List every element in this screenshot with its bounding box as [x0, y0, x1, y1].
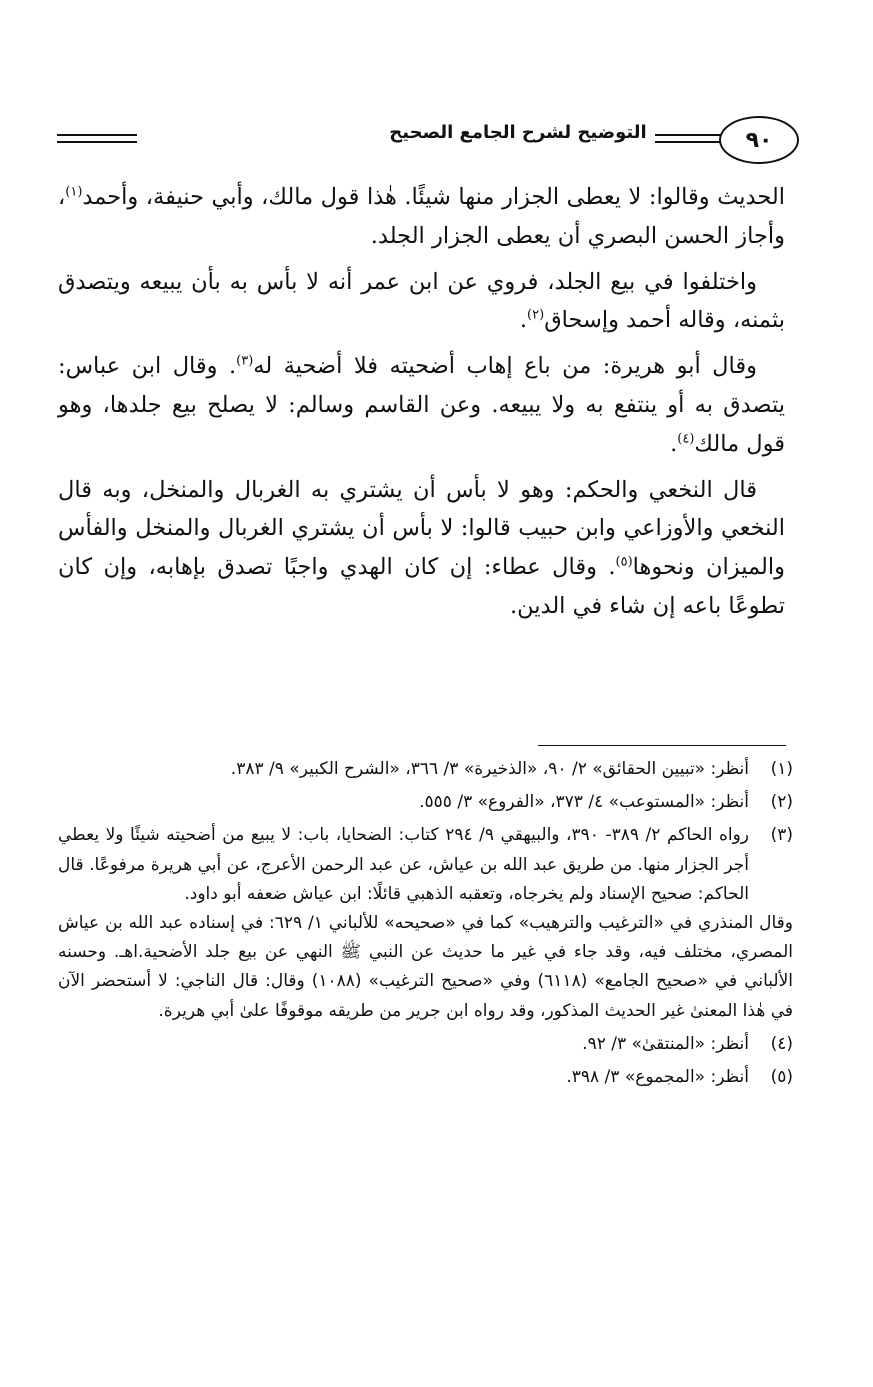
paragraph-text: . وقال ابن عباس: يتصدق به أو ينتفع به ولا يبيعه. وعن القاسم وسالم: لا يصلح بيع جلدها، وهو قول مالك	[58, 353, 785, 457]
footnote-number: (٤)	[770, 1033, 793, 1054]
footnote-number: (١)	[770, 759, 793, 779]
header-rule-left-bottom	[57, 141, 137, 143]
footnote-text: أنظر: «المنتقىٰ» ٣/ ٩٢.	[582, 1033, 749, 1054]
paragraph-text: . وقال عطاء: إن كان الهدي واجبًا تصدق بإهابه، وإن كان تطوعًا باعه إن شاء في الدين.	[58, 554, 785, 619]
footnote-number: (٣)	[770, 825, 793, 846]
footnote-ref: (٣)	[236, 353, 254, 369]
footnote-text-continued: وقال المنذري في «الترغيب والترهيب» كما في «صحيحه» للألباني ١/ ٦٢٩: في إسناده عبد الله بن عياش المصري، مختلف فيه، وقد جاء في غير ما حديث عن النبي ﷺ النهي عن بيع جلد الأضحية.اهـ. وحسنه الألباني في «صحيح الجامع» (٦١١٨) وفي «صحيح الترغيب» (١٠٨٨) وقال: قال الناجي: لا أستحضر الآن في هٰذا المعنىٰ غير الحديث المذكور، وقد رواه ابن جرير من طريقه موقوفًا علىٰ أبي هريرة.	[58, 913, 794, 1021]
footnote-number: (٢)	[770, 792, 793, 813]
footnote	[58, 1063, 793, 1092]
footnote-text: رواه الحاكم ٢/ ٣٨٩- ٣٩٠، والبيهقي ٩/ ٢٩٤ كتاب: الضحايا، باب: لا يبيع من أضحيته شيئًا ولا يعطي أجر الجزار منها. من طريق عبد الله بن عياش، عن عبد الرحمن الأعرج، عن أبي هريرة مرفوعًا. قال الحاكم: صحيح الإسناد ولم يخرجاه، وتعقبه الذهبي قائلًا: ابن عياش ضعفه أبو داود.	[58, 825, 749, 904]
footnote	[58, 788, 793, 817]
paragraph-text: الحديث وقالوا: لا يعطى الجزار منها شيئًا. هٰذا قول مالك، وأبي حنيفة، وأحمد	[82, 184, 785, 210]
footnote	[58, 821, 793, 1025]
header-book-title: التوضيح لشرح الجامع الصحيح	[389, 122, 647, 143]
paragraph-text: قال النخعي والحكم: وهو لا بأس أن يشتري به الغربال والمنخل، وبه قال النخعي والأوزاعي وابن حبيب قالوا: لا بأس أن يشتري الغربال والمنخل والفأس والميزان ونحوها	[58, 476, 785, 581]
footnote-text: أنظر: «المجموع» ٣/ ٣٩٨.	[566, 1067, 749, 1088]
running-header	[55, 112, 790, 164]
paragraph-text: واختلفوا في بيع الجلد، فروي عن ابن عمر أنه لا بأس به بأن يبيعه ويتصدق بثمنه، وقاله أحمد وإسحاق	[58, 268, 785, 334]
footnote-separator	[538, 745, 786, 746]
footnote-ref: (٤)	[677, 431, 695, 447]
paragraph-text: .	[670, 430, 678, 457]
footnotes	[58, 755, 793, 1096]
footnote-text: أنظر: «المستوعب» ٤/ ٣٧٣، «الفروع» ٣/ ٥٥٥.	[419, 792, 749, 813]
footnote	[58, 1030, 793, 1059]
main-text	[58, 178, 785, 633]
footnote	[58, 755, 793, 784]
paragraph-text: وقال أبو هريرة: من باع إهاب أضحيته فلا أضحية له	[253, 353, 757, 380]
page-number: ٩٠	[719, 116, 799, 164]
paragraph	[58, 471, 785, 626]
footnote-number: (٥)	[770, 1067, 793, 1088]
paragraph-text: .	[519, 307, 528, 334]
footnote-ref: (١)	[65, 184, 83, 200]
header-rule-left-top	[57, 134, 137, 136]
footnote-text: أنظر: «تبيين الحقائق» ٢/ ٩٠، «الذخيرة» ٣/ ٣٦٦، «الشرح الكبير» ٩/ ٣٨٣.	[230, 759, 749, 779]
footnote-ref: (٢)	[527, 307, 545, 323]
paragraph-text: ، وأجاز الحسن البصري أن يعطى الجزار الجلد.	[58, 184, 785, 249]
page-number-badge	[683, 116, 833, 162]
paragraph	[58, 263, 785, 341]
footnote-ref: (٥)	[615, 554, 633, 570]
paragraph	[58, 178, 785, 256]
paragraph	[58, 347, 785, 463]
